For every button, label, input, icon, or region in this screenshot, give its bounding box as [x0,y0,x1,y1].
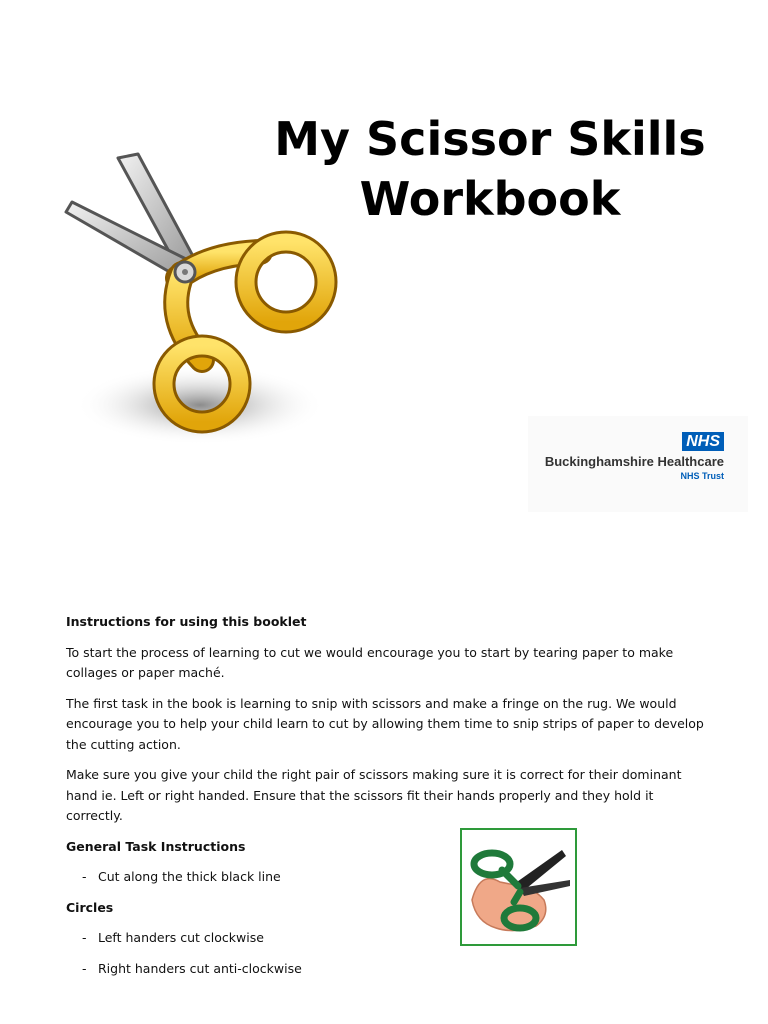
title-line-2: Workbook [359,171,621,226]
nhs-logo [528,416,748,512]
circles-list [66,928,706,979]
hand-holding-scissors-photo [460,828,577,946]
nhs-trust-label: NHS Trust [680,471,724,481]
title-line-1: My Scissor Skills [274,111,706,166]
instructions-heading: Instructions for using this booklet [66,614,307,629]
scissors-illustration [60,150,340,450]
hand-scissors-icon [462,830,575,944]
nhs-organisation-name: Buckinghamshire Healthcare [544,454,724,469]
instructions-paragraph: The first task in the book is learning to snip with scissors and make a fringe on the rug. We would encourage you to help your child learn to cut by allowing them time to snip strips of paper to develop the cutting action. [66,695,704,752]
instructions-paragraph: Make sure you give your child the right pair of scissors making sure it is correct for their dominant hand ie. Left or right handed. Ensure that the scissors fit their hands properly and they hold it correctly. [66,767,682,823]
instructions-paragraph: To start the process of learning to cut we would encourage you to start by tearing paper to make collages or paper maché. [66,644,674,680]
list-item: - Left handers cut clockwise [82,928,706,949]
list-item: - Right handers cut anti-clockwise [82,959,706,980]
general-task-heading: General Task Instructions [66,838,246,854]
instructions-section [66,612,706,989]
list-item: - Cut along the thick black line [82,867,706,888]
nhs-badge: NHS [682,432,724,451]
circles-heading: Circles [66,899,114,915]
general-task-list [66,867,706,888]
